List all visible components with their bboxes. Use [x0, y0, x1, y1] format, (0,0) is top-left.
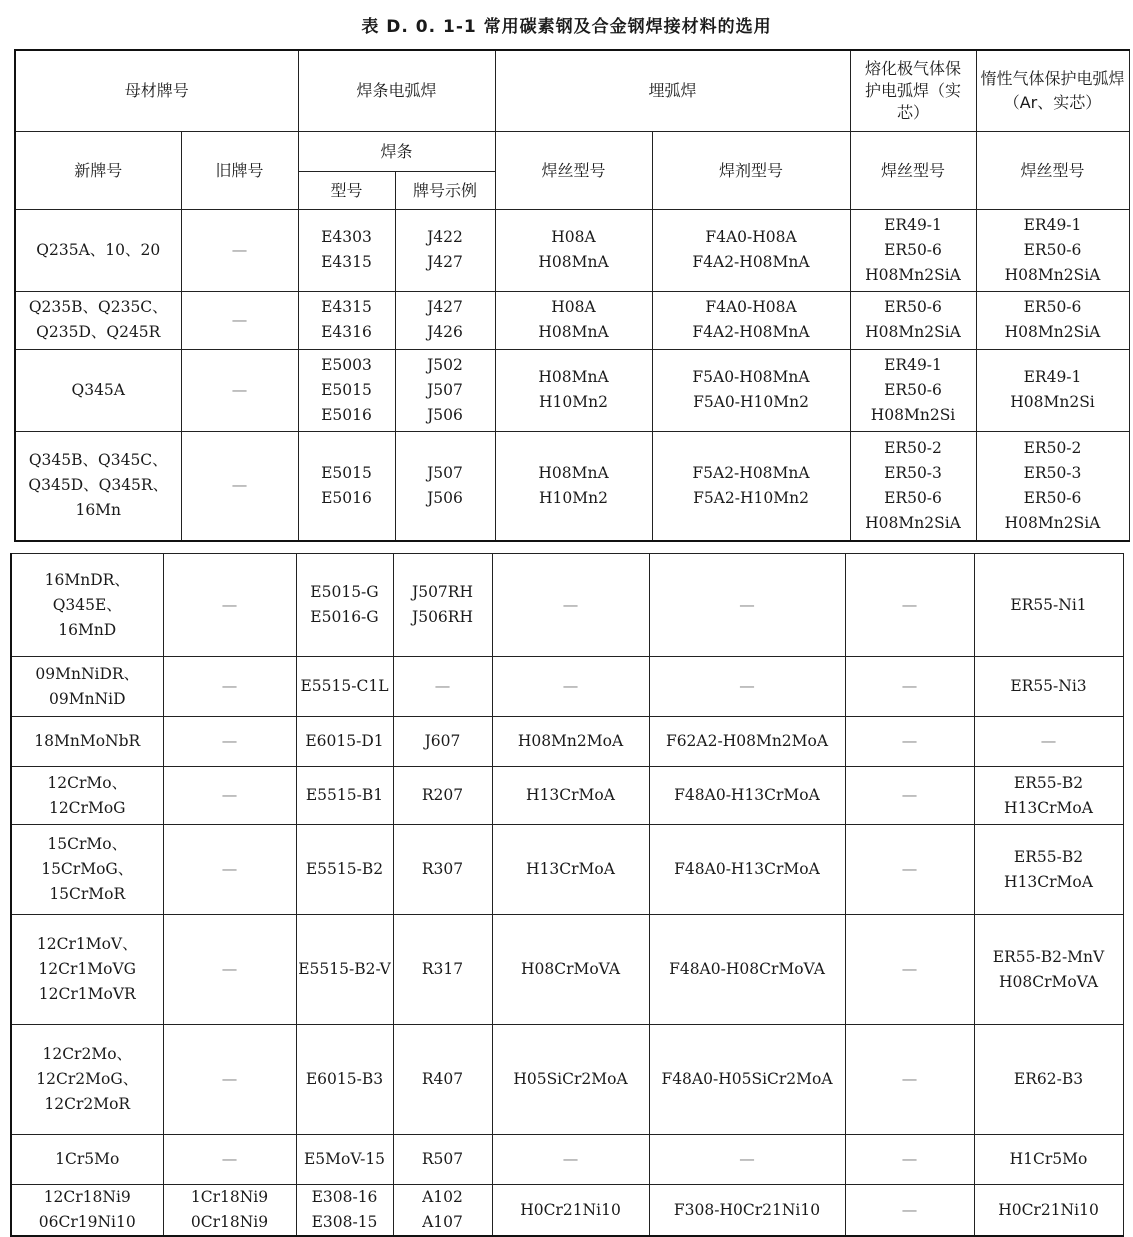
- gmaw-wire-cell: —: [845, 657, 974, 717]
- electrode-model-cell: E5003 E5015 E5016: [298, 349, 395, 431]
- new-grade-cell: Q235B、Q235C、 Q235D、Q245R: [15, 291, 181, 349]
- gmaw-wire-cell: ER49-1 ER50-6 H08Mn2SiA: [850, 209, 976, 291]
- gmaw-wire-cell: —: [845, 1135, 974, 1185]
- table-row: [11, 1135, 1123, 1185]
- saw-flux-cell: F48A0-H13CrMoA: [649, 825, 845, 915]
- saw-wire-cell: H08Mn2MoA: [492, 717, 649, 767]
- saw-flux-cell: F4A0-H08A F4A2-H08MnA: [652, 291, 850, 349]
- table-row: [11, 554, 1123, 657]
- saw-wire-cell: —: [492, 1135, 649, 1185]
- table-row: [11, 657, 1123, 717]
- header-electrode: 焊条: [298, 131, 495, 171]
- gtaw-wire-cell: ER55-Ni1: [974, 554, 1123, 657]
- electrode-brand-cell: R207: [393, 767, 492, 825]
- electrode-brand-cell: J607: [393, 717, 492, 767]
- electrode-model-cell: E5015-G E5016-G: [296, 554, 393, 657]
- table-row: [11, 767, 1123, 825]
- electrode-model-cell: E6015-B3: [296, 1025, 393, 1135]
- saw-wire-cell: —: [492, 657, 649, 717]
- table-row: [11, 1185, 1123, 1237]
- electrode-model-cell: E5015 E5016: [298, 431, 395, 541]
- old-grade-cell: 1Cr18Ni9 0Cr18Ni9: [163, 1185, 296, 1237]
- header-gtaw-text: 惰性气体保护电弧焊（Ar、实芯）: [980, 68, 1125, 112]
- electrode-model-cell: E4315 E4316: [298, 291, 395, 349]
- new-grade-cell: 12Cr18Ni9 06Cr19Ni10: [11, 1185, 163, 1237]
- electrode-brand-cell: R507: [393, 1135, 492, 1185]
- header-new-grade: 新牌号: [15, 131, 181, 209]
- old-grade-cell: —: [163, 1025, 296, 1135]
- gmaw-wire-cell: —: [845, 554, 974, 657]
- new-grade-cell: 1Cr5Mo: [11, 1135, 163, 1185]
- saw-wire-cell: H08CrMoVA: [492, 915, 649, 1025]
- gtaw-wire-cell: H1Cr5Mo: [974, 1135, 1123, 1185]
- saw-flux-cell: F5A2-H08MnA F5A2-H10Mn2: [652, 431, 850, 541]
- header-gtaw: [976, 50, 1129, 131]
- gtaw-wire-cell: ER50-2 ER50-3 ER50-6 H08Mn2SiA: [976, 431, 1129, 541]
- header-saw-wire: 焊丝型号: [495, 131, 652, 209]
- gtaw-wire-cell: ER49-1 H08Mn2Si: [976, 349, 1129, 431]
- gmaw-wire-cell: —: [845, 1025, 974, 1135]
- gmaw-wire-cell: —: [845, 1185, 974, 1237]
- saw-flux-cell: F48A0-H13CrMoA: [649, 767, 845, 825]
- saw-flux-cell: F48A0-H05SiCr2MoA: [649, 1025, 845, 1135]
- gmaw-wire-cell: ER50-2 ER50-3 ER50-6 H08Mn2SiA: [850, 431, 976, 541]
- saw-flux-cell: —: [649, 657, 845, 717]
- old-grade-cell: —: [181, 431, 298, 541]
- header-gmaw: [850, 50, 976, 131]
- electrode-brand-cell: R307: [393, 825, 492, 915]
- gmaw-wire-cell: ER50-6 H08Mn2SiA: [850, 291, 976, 349]
- gtaw-wire-cell: H0Cr21Ni10: [974, 1185, 1123, 1237]
- new-grade-cell: Q235A、10、20: [15, 209, 181, 291]
- welding-table-bottom: [10, 553, 1124, 1237]
- new-grade-cell: 12CrMo、12CrMoG: [11, 767, 163, 825]
- old-grade-cell: —: [181, 349, 298, 431]
- saw-wire-cell: H08A H08MnA: [495, 209, 652, 291]
- electrode-model-cell: E5515-C1L: [296, 657, 393, 717]
- new-grade-cell: Q345B、Q345C、 Q345D、Q345R、 16Mn: [15, 431, 181, 541]
- table-row: [11, 825, 1123, 915]
- electrode-model-cell: E5MoV-15: [296, 1135, 393, 1185]
- electrode-brand-cell: J502 J507 J506: [395, 349, 495, 431]
- gtaw-wire-cell: ER55-B2-MnV H08CrMoVA: [974, 915, 1123, 1025]
- table-title: 表 D. 0. 1-1 常用碳素钢及合金钢焊接材料的选用: [361, 17, 772, 37]
- electrode-brand-cell: J507RH J506RH: [393, 554, 492, 657]
- electrode-brand-cell: R317: [393, 915, 492, 1025]
- gtaw-wire-cell: ER55-B2 H13CrMoA: [974, 825, 1123, 915]
- old-grade-cell: —: [163, 1135, 296, 1185]
- gtaw-wire-cell: ER50-6 H08Mn2SiA: [976, 291, 1129, 349]
- electrode-model-cell: E5515-B2-V: [296, 915, 393, 1025]
- gtaw-wire-cell: ER49-1 ER50-6 H08Mn2SiA: [976, 209, 1129, 291]
- saw-flux-cell: —: [649, 1135, 845, 1185]
- old-grade-cell: —: [163, 554, 296, 657]
- new-grade-cell: 12Cr2Mo、 12Cr2MoG、 12Cr2MoR: [11, 1025, 163, 1135]
- saw-wire-cell: H05SiCr2MoA: [492, 1025, 649, 1135]
- header-saw: 埋弧焊: [495, 50, 850, 131]
- saw-flux-cell: F4A0-H08A F4A2-H08MnA: [652, 209, 850, 291]
- new-grade-cell: 12Cr1MoV、 12Cr1MoVG 12Cr1MoVR: [11, 915, 163, 1025]
- saw-wire-cell: H13CrMoA: [492, 825, 649, 915]
- electrode-model-cell: E4303 E4315: [298, 209, 395, 291]
- new-grade-cell: Q345A: [15, 349, 181, 431]
- saw-flux-cell: F62A2-H08Mn2MoA: [649, 717, 845, 767]
- gtaw-wire-cell: ER55-Ni3: [974, 657, 1123, 717]
- electrode-model-cell: E5515-B1: [296, 767, 393, 825]
- gtaw-wire-cell: ER62-B3: [974, 1025, 1123, 1135]
- old-grade-cell: —: [163, 717, 296, 767]
- table-row: [11, 915, 1123, 1025]
- header-gmaw-wire: 焊丝型号: [850, 131, 976, 209]
- saw-wire-cell: H13CrMoA: [492, 767, 649, 825]
- electrode-brand-cell: J507 J506: [395, 431, 495, 541]
- header-old-grade: 旧牌号: [181, 131, 298, 209]
- saw-wire-cell: H08MnA H10Mn2: [495, 349, 652, 431]
- table-row: [15, 209, 1129, 291]
- header-gmaw-text: 熔化极气体保护电弧焊（实芯）: [864, 58, 961, 122]
- electrode-brand-cell: J427 J426: [395, 291, 495, 349]
- welding-table-top: [14, 49, 1130, 542]
- electrode-model-cell: E6015-D1: [296, 717, 393, 767]
- header-gtaw-wire: 焊丝型号: [976, 131, 1129, 209]
- new-grade-cell: 18MnMoNbR: [11, 717, 163, 767]
- old-grade-cell: —: [163, 825, 296, 915]
- old-grade-cell: —: [181, 291, 298, 349]
- saw-wire-cell: H08MnA H10Mn2: [495, 431, 652, 541]
- gmaw-wire-cell: ER49-1 ER50-6 H08Mn2Si: [850, 349, 976, 431]
- new-grade-cell: 15CrMo、15CrMoG、 15CrMoR: [11, 825, 163, 915]
- saw-wire-cell: —: [492, 554, 649, 657]
- table-row: [15, 349, 1129, 431]
- header-base-metal: 母材牌号: [15, 50, 298, 131]
- saw-flux-cell: F308-H0Cr21Ni10: [649, 1185, 845, 1237]
- electrode-model-cell: E308-16 E308-15: [296, 1185, 393, 1237]
- old-grade-cell: —: [181, 209, 298, 291]
- new-grade-cell: 16MnDR、Q345E、 16MnD: [11, 554, 163, 657]
- gmaw-wire-cell: —: [845, 767, 974, 825]
- saw-flux-cell: —: [649, 554, 845, 657]
- header-saw-flux: 焊剂型号: [652, 131, 850, 209]
- saw-flux-cell: F5A0-H08MnA F5A0-H10Mn2: [652, 349, 850, 431]
- electrode-brand-cell: A102 A107: [393, 1185, 492, 1237]
- gtaw-wire-cell: —: [974, 717, 1123, 767]
- gtaw-wire-cell: ER55-B2 H13CrMoA: [974, 767, 1123, 825]
- gmaw-wire-cell: —: [845, 717, 974, 767]
- new-grade-cell: 09MnNiDR、 09MnNiD: [11, 657, 163, 717]
- old-grade-cell: —: [163, 657, 296, 717]
- electrode-brand-cell: R407: [393, 1025, 492, 1135]
- gmaw-wire-cell: —: [845, 825, 974, 915]
- header-model: 型号: [298, 171, 395, 209]
- saw-wire-cell: H0Cr21Ni10: [492, 1185, 649, 1237]
- table-row: [11, 1025, 1123, 1135]
- header-brand-example: 牌号示例: [395, 171, 495, 209]
- gmaw-wire-cell: —: [845, 915, 974, 1025]
- saw-flux-cell: F48A0-H08CrMoVA: [649, 915, 845, 1025]
- electrode-brand-cell: —: [393, 657, 492, 717]
- table-row: [15, 431, 1129, 541]
- saw-wire-cell: H08A H08MnA: [495, 291, 652, 349]
- old-grade-cell: —: [163, 767, 296, 825]
- table-row: [15, 291, 1129, 349]
- table-row: [11, 717, 1123, 767]
- electrode-model-cell: E5515-B2: [296, 825, 393, 915]
- header-smaw: 焊条电弧焊: [298, 50, 495, 131]
- old-grade-cell: —: [163, 915, 296, 1025]
- electrode-brand-cell: J422 J427: [395, 209, 495, 291]
